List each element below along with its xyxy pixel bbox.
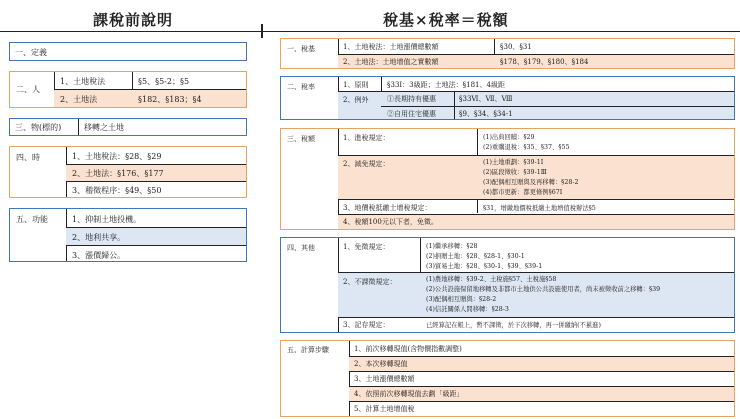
tax-rate-exception-2-ref: §9、§34、§34-1 — [459, 110, 513, 118]
function-row-3: 3、漲價歸公。 — [72, 251, 126, 260]
tax-amount-reduction-item-4: (4)都市更新：都更條例§67Ⅰ — [483, 189, 563, 196]
other-exempt-item-2: (2)捐贈土地：§28、§28-1、§30-1 — [426, 253, 525, 260]
time-label: 四、時 — [16, 153, 40, 162]
other-record-value: 已經算記在帳上，暫不課徵，於下次移轉，再一併繳納(不累進) — [426, 322, 601, 329]
person-row-2-ref: §182、§183；§4 — [138, 95, 202, 104]
steps-row-1-text: 1、前次移轉現值(含物價指數調整) — [354, 345, 462, 353]
other-record-label: 3、記存規定： — [343, 321, 390, 329]
person-box — [9, 71, 247, 108]
definition-label: 一、定義 — [15, 48, 47, 57]
time-row-2-text: 2、土地法：§176、§177 — [72, 169, 164, 178]
steps-row-4-text: 4、依照前次移轉現值去劃「級距」 — [354, 390, 464, 398]
other-nontax-item-2: (2)公共設施保留地移轉及非都市土地供公共設施使用者，尚未被徵收前之移轉：§39 — [426, 286, 661, 293]
function-row-1: 1、抑制土地投機。 — [72, 215, 142, 224]
tax-amount-reduction-item-3: (3)配偶相互贈與及再移轉：§28-2 — [483, 179, 579, 186]
tax-rate-box — [280, 76, 735, 120]
other-label: 四、其他 — [287, 244, 315, 252]
tax-amount-reduction-label: 2、減免規定： — [343, 160, 390, 168]
object-label: 三、物(標的) — [15, 123, 62, 132]
tax-amount-progressive-label: 1、進稅規定： — [343, 134, 390, 142]
person-row-1-name: 1、土地稅法 — [60, 77, 106, 86]
time-box — [9, 146, 247, 198]
object-box — [9, 118, 247, 136]
other-box — [280, 237, 735, 333]
person-row-2-name: 2、土地法 — [60, 95, 98, 104]
tax-amount-land-price-label: 3、地價稅抵繳土增稅規定： — [343, 204, 432, 212]
definition-box — [9, 42, 247, 61]
tax-base-row-1-ref: §30、§31 — [500, 43, 532, 51]
time-row-1: 1、土地稅法：§28、§29 — [72, 152, 162, 161]
steps-row-2-text: 2、本次移轉現值 — [354, 360, 408, 368]
function-box — [9, 208, 247, 262]
function-label: 五、功能 — [16, 215, 48, 224]
tax-base-row-2-ref: §178、§179、§180、§184 — [500, 58, 589, 66]
steps-row-3-text: 3、土地漲價總數額 — [354, 375, 415, 383]
tax-rate-exception-1-ref: §33Ⅵ、Ⅶ、Ⅷ — [459, 95, 513, 103]
tax-amount-land-price-value: §31，增繳地價稅抵繳土地增值稅辦法§5 — [483, 205, 596, 212]
person-row-1-ref: §5、§5-2；§5 — [138, 77, 190, 86]
other-exempt-item-1: (1)繼承移轉：§28 — [426, 243, 478, 250]
top-divider — [0, 31, 740, 32]
time-row-3: 3、稽徵程序：§49、§50 — [72, 186, 162, 195]
other-nontax-item-1: (1)農地移轉：§39-2、土稅施§57、土稅施§58 — [426, 276, 557, 283]
other-nontax-item-4: (4)信託關係人間移轉：§28-3 — [426, 306, 509, 313]
tax-rate-exception-1-name: ①長期持有優惠 — [387, 95, 436, 103]
tax-base-row-2-name: 2、土地法：土地增值之實數額 — [343, 58, 439, 66]
tax-rate-principle-value: §33Ⅰ：3級距；土地法：§181、4級距 — [387, 81, 505, 89]
object-value: 移轉之土地 — [84, 123, 124, 132]
tax-base-label: 一、稅基 — [287, 45, 315, 53]
tax-amount-small-text: 4、稅額100元以下者，免徵。 — [343, 218, 438, 226]
steps-label: 五、計算步驟 — [287, 346, 329, 354]
tax-amount-label: 三、稅額 — [287, 135, 315, 143]
tax-amount-reduction-item-2: (2)區段徵收：§39-1Ⅲ — [483, 169, 547, 176]
tax-amount-reduction-item-1: (1)土地重劃：§39-1Ⅰ — [483, 159, 544, 166]
other-nontax-item-3: (3)配偶相互贈與：§28-2 — [426, 296, 497, 303]
other-nontax-label: 2、不課徵規定： — [343, 278, 397, 286]
tax-base-box — [280, 38, 735, 69]
other-exempt-label: 1、免徵規定： — [343, 243, 390, 251]
steps-row-5-text: 5、計算土地增值稅 — [354, 405, 415, 413]
tax-amount-progressive-item-1: (1)出典回贖：§29 — [483, 134, 535, 141]
tax-rate-label: 二、稅率 — [287, 83, 315, 91]
other-exempt-item-3: (3)貿易土地：§28、§30-1、§39、§39-1 — [426, 263, 543, 270]
tax-rate-exception-label: 2、例外 — [343, 96, 369, 104]
tax-base-row-1-name: 1、土地稅法：土地漲價總數額 — [343, 43, 439, 51]
tax-rate-principle-label: 1、原則 — [343, 81, 369, 89]
tax-rate-exception-2-name: ②自用住宅優惠 — [387, 110, 436, 118]
tax-amount-box — [280, 128, 735, 230]
function-row-2-text: 2、地利共享。 — [72, 233, 126, 242]
center-divider — [261, 24, 263, 38]
left-title: 課稅前說明 — [93, 11, 174, 29]
person-label: 二、人 — [16, 85, 40, 94]
tax-amount-progressive-item-2: (2)重購退稅：§35、§37、§55 — [483, 144, 570, 151]
steps-box — [280, 340, 735, 417]
right-title: 稅基×稅率＝稅額 — [383, 11, 509, 29]
